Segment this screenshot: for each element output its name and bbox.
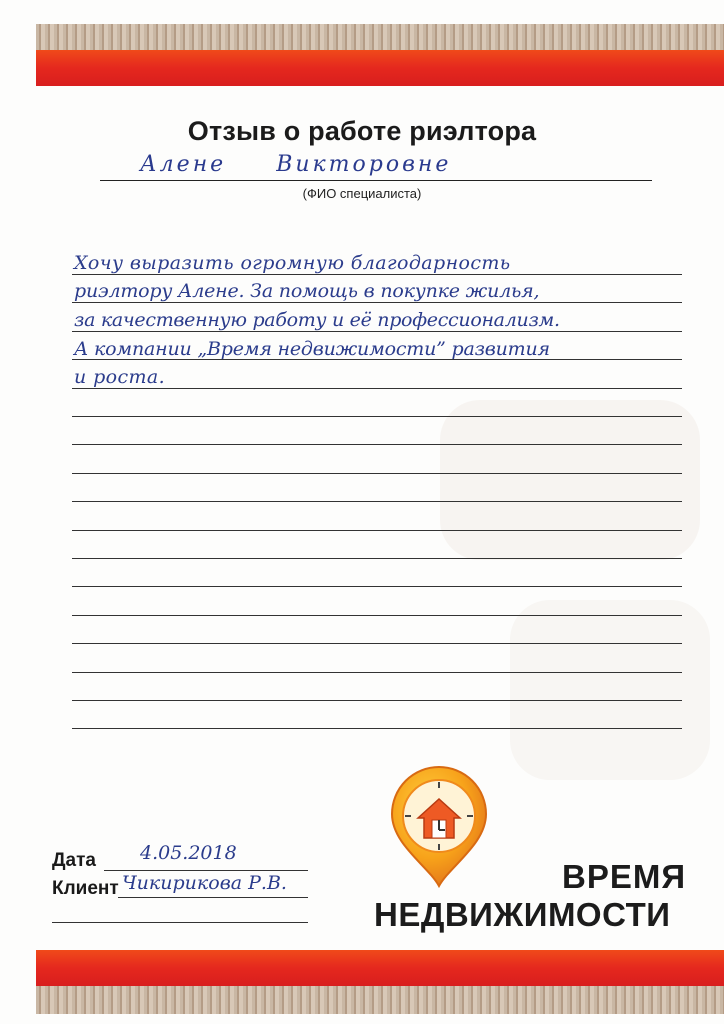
- page-title: Отзыв о работе риэлтора: [187, 116, 537, 146]
- date-line: [104, 870, 308, 871]
- ruled-line: [72, 444, 682, 445]
- ruled-line: [72, 643, 682, 644]
- ruled-line: [72, 700, 682, 701]
- client-value-handwritten: Чикирикова Р.В.: [122, 872, 287, 894]
- review-text-line: за качественную работу и её профессионализм.: [74, 309, 560, 331]
- ruled-line: [72, 530, 682, 531]
- client-label: Клиент: [52, 878, 119, 899]
- date-value-handwritten: 4.05.2018: [140, 842, 237, 864]
- specialist-caption: (ФИО специалиста): [302, 186, 422, 201]
- review-text-line: и роста.: [74, 366, 166, 388]
- ruled-line: [72, 558, 682, 559]
- ruled-line: [72, 672, 682, 673]
- brand-name-line1: ВРЕМЯ: [562, 858, 687, 895]
- client-line: [118, 897, 308, 898]
- review-text-line: риэлтору Алене. За помощь в покупке жилья,: [74, 280, 540, 302]
- ruled-line: [72, 728, 682, 729]
- ruled-line: [72, 615, 682, 616]
- date-label: Дата: [52, 850, 96, 871]
- ruled-line: [72, 586, 682, 587]
- house-clock-pin-icon: [388, 766, 490, 890]
- brand-name-line2: НЕДВИЖИМОСТИ: [374, 896, 671, 933]
- extra-signature-line: [52, 922, 308, 923]
- specialist-name-handwritten: Алене Викторовне: [140, 152, 452, 177]
- ruled-line: [72, 473, 682, 474]
- ruled-line: [72, 302, 682, 303]
- review-text-line: А компании „Время недвижимости” развития: [74, 338, 550, 360]
- ruled-line: [72, 501, 682, 502]
- ruled-line: [72, 274, 682, 275]
- review-text-line: Хочу выразить огромную благодарность: [74, 252, 511, 274]
- ruled-line: [72, 416, 682, 417]
